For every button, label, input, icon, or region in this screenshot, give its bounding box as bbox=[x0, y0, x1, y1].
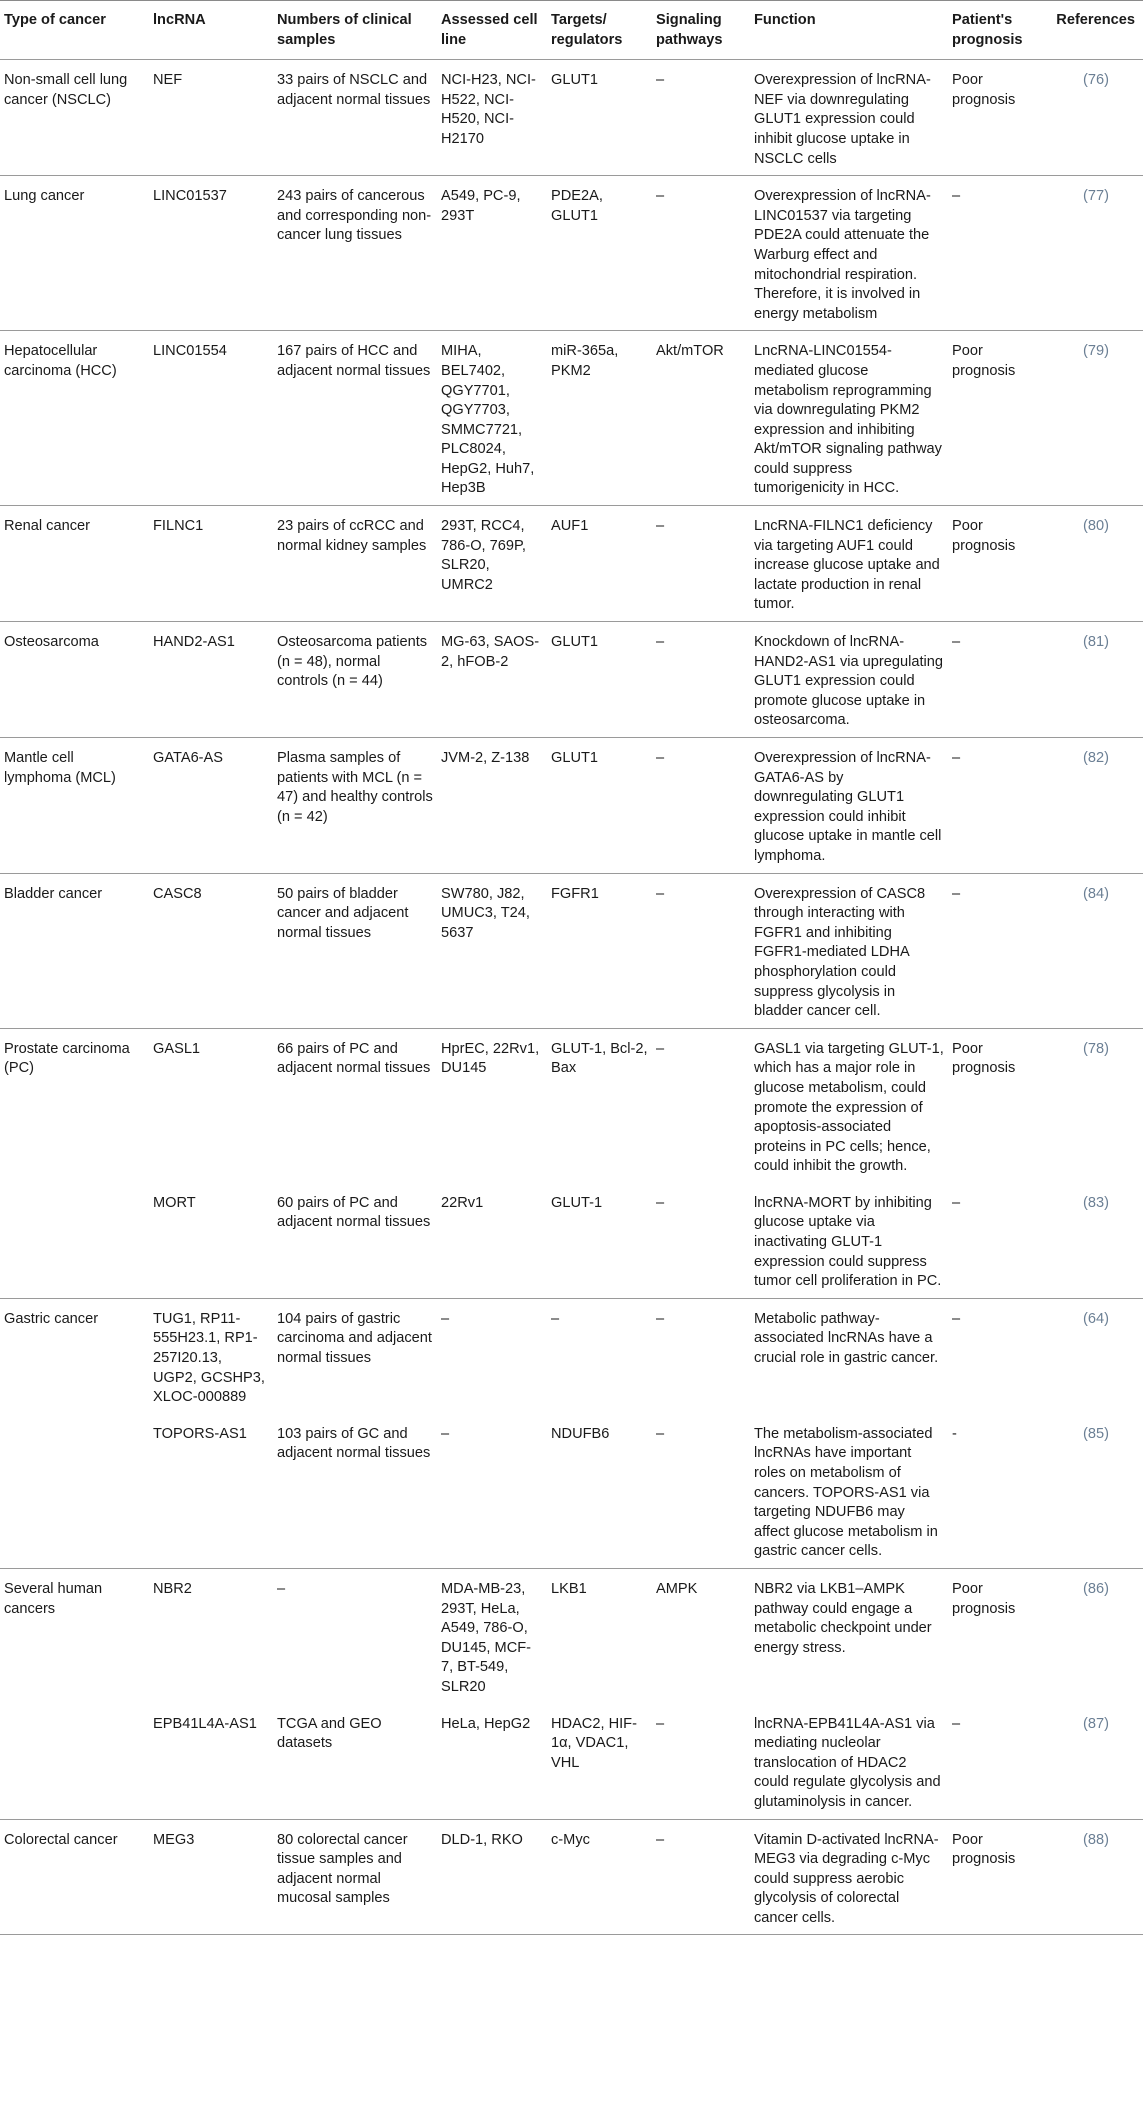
cell-cell-line: – bbox=[441, 1425, 450, 1442]
cell-targets: miR-365a, PKM2 bbox=[547, 331, 652, 506]
cell-pathways: – bbox=[652, 1298, 750, 1413]
cell-prognosis: – bbox=[948, 1298, 1046, 1413]
cell-prognosis: Poor prognosis bbox=[948, 506, 1046, 622]
cell-targets: – bbox=[547, 1298, 652, 1413]
cell-reference bbox=[1046, 331, 1143, 506]
cell-targets: LKB1 bbox=[547, 1568, 652, 1703]
cell-lncrna: TOPORS-AS1 bbox=[153, 1425, 247, 1442]
cell-cell-line: 22Rv1 bbox=[441, 1194, 484, 1211]
reference-link[interactable]: (80) bbox=[1083, 518, 1109, 535]
cell-function: Knockdown of lncRNA-HAND2-AS1 via upregulating GLUT1 expression could promote glucose uptake in osteosarcoma. bbox=[750, 622, 948, 738]
cell-targets: GLUT1 bbox=[547, 622, 652, 738]
reference-link[interactable]: (77) bbox=[1083, 188, 1109, 205]
cell-type-of-cancer: Lung cancer bbox=[0, 176, 149, 331]
header-lncrna: lncRNA bbox=[153, 12, 206, 28]
cell-type-of-cancer bbox=[0, 1704, 149, 1819]
reference-link[interactable]: (79) bbox=[1083, 343, 1109, 360]
cell-pathways: – bbox=[652, 738, 750, 874]
cell-reference bbox=[1046, 1568, 1143, 1703]
cell-function: Overexpression of CASC8 through interacting with FGFR1 and inhibiting FGFR1-mediated LDHA phosphorylation could suppress glycolysis in bladder cancer cell. bbox=[750, 873, 948, 1028]
cell-type-of-cancer: Non-small cell lung cancer (NSCLC) bbox=[0, 60, 149, 176]
cell-lncrna: MORT bbox=[153, 1194, 196, 1211]
table-row bbox=[0, 1183, 1143, 1298]
cell-prognosis: Poor prognosis bbox=[948, 1819, 1046, 1935]
cell-function: lncRNA-MORT by inhibiting glucose uptake via inactivating GLUT-1 expression could suppress tumor cell proliferation in PC. bbox=[754, 1194, 942, 1290]
cell-reference bbox=[1046, 176, 1143, 331]
cell-targets: HDAC2, HIF-1α, VDAC1, VHL bbox=[551, 1715, 637, 1771]
cell-targets: GLUT-1, Bcl-2, Bax bbox=[547, 1028, 652, 1183]
cell-prognosis: Poor prognosis bbox=[948, 1568, 1046, 1703]
table-row bbox=[0, 1298, 1143, 1413]
table-row bbox=[0, 176, 1143, 331]
cell-pathways: – bbox=[652, 1028, 750, 1183]
header-function: Function bbox=[754, 12, 816, 28]
cell-pathways: – bbox=[656, 1715, 665, 1732]
cell-samples: 103 pairs of GC and adjacent normal tissues bbox=[277, 1425, 431, 1462]
cell-reference bbox=[1046, 1704, 1143, 1819]
cell-targets: AUF1 bbox=[547, 506, 652, 622]
cell-reference bbox=[1046, 1183, 1143, 1298]
cell-cell-line: MDA-MB-23, 293T, HeLa, A549, 786-O, DU145, MCF-7, BT-549, SLR20 bbox=[437, 1568, 547, 1703]
cell-prognosis: – bbox=[948, 622, 1046, 738]
cell-type-of-cancer: Several human cancers bbox=[0, 1568, 149, 1703]
cell-lncrna: LINC01537 bbox=[149, 176, 273, 331]
cell-lncrna: GATA6-AS bbox=[149, 738, 273, 874]
header-clinical-samples: Numbers of clinical samples bbox=[277, 12, 412, 48]
cell-function: Overexpression of lncRNA-LINC01537 via targeting PDE2A could attenuate the Warburg effect and mitochondrial respiration. Therefore, it is involved in energy metabolism bbox=[750, 176, 948, 331]
cell-samples: 66 pairs of PC and adjacent normal tissues bbox=[273, 1028, 437, 1183]
cell-function: lncRNA-EPB41L4A-AS1 via mediating nucleolar translocation of HDAC2 could regulate glycolysis and glutaminolysis in cancer. bbox=[754, 1715, 941, 1810]
table-header-row bbox=[0, 1, 1143, 60]
cell-type-of-cancer: Osteosarcoma bbox=[0, 622, 149, 738]
reference-link[interactable]: (64) bbox=[1083, 1310, 1109, 1327]
reference-link[interactable]: (87) bbox=[1083, 1715, 1109, 1732]
table-row bbox=[0, 1704, 1143, 1819]
reference-link[interactable]: (84) bbox=[1083, 885, 1109, 902]
cell-type-of-cancer: Renal cancer bbox=[0, 506, 149, 622]
cell-cell-line: A549, PC-9, 293T bbox=[437, 176, 547, 331]
cell-cell-line: DLD-1, RKO bbox=[437, 1819, 547, 1935]
cell-function: GASL1 via targeting GLUT-1, which has a major role in glucose metabolism, could promote the expression of apoptosis-associated proteins in PC cells; hence, could inhibit the growth. bbox=[750, 1028, 948, 1183]
cell-samples: 80 colorectal cancer tissue samples and adjacent normal mucosal samples bbox=[273, 1819, 437, 1935]
cell-targets: GLUT-1 bbox=[551, 1194, 603, 1211]
cell-pathways: – bbox=[652, 622, 750, 738]
reference-link[interactable]: (83) bbox=[1083, 1194, 1109, 1211]
cell-lncrna: NBR2 bbox=[149, 1568, 273, 1703]
cell-function: The metabolism-associated lncRNAs have important roles on metabolism of cancers. TOPORS-AS1 via targeting NDUFB6 may affect glucose metabolism in gastric cancer cells. bbox=[754, 1425, 938, 1560]
reference-link[interactable]: (86) bbox=[1083, 1580, 1109, 1597]
header-cell-line: Assessed cell line bbox=[441, 12, 538, 48]
cell-samples: 50 pairs of bladder cancer and adjacent normal tissues bbox=[273, 873, 437, 1028]
cell-pathways: Akt/mTOR bbox=[652, 331, 750, 506]
table-row bbox=[0, 1028, 1143, 1183]
table-row bbox=[0, 622, 1143, 738]
cell-function: LncRNA-LINC01554-mediated glucose metabolism reprogramming via downregulating PKM2 expression and inhibiting Akt/mTOR signaling pathway could suppress tumorigenicity in HCC. bbox=[750, 331, 948, 506]
reference-link[interactable]: (88) bbox=[1083, 1831, 1109, 1848]
header-type-of-cancer: Type of cancer bbox=[4, 12, 106, 28]
cell-type-of-cancer bbox=[0, 1414, 149, 1569]
cell-type-of-cancer: Hepatocellular carcinoma (HCC) bbox=[0, 331, 149, 506]
cell-function: LncRNA-FILNC1 deficiency via targeting AUF1 could increase glucose uptake and lactate production in renal tumor. bbox=[750, 506, 948, 622]
table-row bbox=[0, 873, 1143, 1028]
table-row bbox=[0, 331, 1143, 506]
cell-lncrna: HAND2-AS1 bbox=[149, 622, 273, 738]
cell-samples: TCGA and GEO datasets bbox=[277, 1715, 382, 1752]
cell-cell-line: MG-63, SAOS-2, hFOB-2 bbox=[437, 622, 547, 738]
header-prognosis: Patient's prognosis bbox=[952, 12, 1023, 48]
cell-samples: Osteosarcoma patients (n = 48), normal controls (n = 44) bbox=[273, 622, 437, 738]
cell-function: Vitamin D-activated lncRNA-MEG3 via degrading c-Myc could suppress aerobic glycolysis of colorectal cancer cells. bbox=[750, 1819, 948, 1935]
header-targets: Targets/ regulators bbox=[551, 12, 623, 48]
cell-cell-line: JVM-2, Z-138 bbox=[437, 738, 547, 874]
cell-reference bbox=[1046, 1298, 1143, 1413]
cell-targets: GLUT1 bbox=[547, 738, 652, 874]
reference-link[interactable]: (82) bbox=[1083, 750, 1109, 766]
reference-link[interactable]: (85) bbox=[1083, 1425, 1109, 1442]
cell-type-of-cancer: Colorectal cancer bbox=[0, 1819, 149, 1935]
cell-cell-line: SW780, J82, UMUC3, T24, 5637 bbox=[437, 873, 547, 1028]
cell-lncrna: FILNC1 bbox=[149, 506, 273, 622]
cell-prognosis: – bbox=[952, 1194, 961, 1211]
cell-samples: 243 pairs of cancerous and corresponding non-cancer lung tissues bbox=[273, 176, 437, 331]
cell-function: Metabolic pathway-associated lncRNAs have a crucial role in gastric cancer. bbox=[750, 1298, 948, 1413]
cell-pathways: – bbox=[652, 873, 750, 1028]
cell-function: Overexpression of lncRNA-GATA6-AS by downregulating GLUT1 expression could inhibit glucose uptake in mantle cell lymphoma. bbox=[750, 738, 948, 874]
cell-prognosis: – bbox=[948, 873, 1046, 1028]
table-row bbox=[0, 60, 1143, 176]
cell-prognosis: - bbox=[952, 1425, 957, 1442]
cell-pathways: – bbox=[652, 506, 750, 622]
cell-pathways: – bbox=[656, 1194, 665, 1211]
cell-type-of-cancer: Prostate carcinoma (PC) bbox=[0, 1028, 149, 1183]
cell-targets: GLUT1 bbox=[547, 60, 652, 176]
cell-prognosis: – bbox=[952, 1715, 961, 1732]
cell-type-of-cancer bbox=[0, 1183, 149, 1298]
cell-prognosis: Poor prognosis bbox=[948, 60, 1046, 176]
cell-lncrna: EPB41L4A-AS1 bbox=[153, 1715, 257, 1732]
table-row bbox=[0, 1568, 1143, 1703]
table-row bbox=[0, 506, 1143, 622]
cell-samples: 33 pairs of NSCLC and adjacent normal tissues bbox=[273, 60, 437, 176]
cell-type-of-cancer: Mantle cell lymphoma (MCL) bbox=[0, 738, 149, 874]
cell-cell-line: MIHA, BEL7402, QGY7701, QGY7703, SMMC7721, PLC8024, HepG2, Huh7, Hep3B bbox=[437, 331, 547, 506]
cell-pathways: – bbox=[652, 176, 750, 331]
cell-pathways: AMPK bbox=[652, 1568, 750, 1703]
cell-targets: FGFR1 bbox=[547, 873, 652, 1028]
cell-pathways: – bbox=[656, 1425, 665, 1442]
cell-lncrna: CASC8 bbox=[149, 873, 273, 1028]
cell-lncrna: NEF bbox=[149, 60, 273, 176]
reference-link[interactable]: (81) bbox=[1083, 634, 1109, 651]
cell-reference bbox=[1046, 1819, 1143, 1935]
cell-prognosis: Poor prognosis bbox=[948, 331, 1046, 506]
cell-lncrna: LINC01554 bbox=[149, 331, 273, 506]
cell-lncrna: TUG1, RP11-555H23.1, RP1-257I20.13, UGP2, GCSHP3, XLOC-000889 bbox=[149, 1298, 273, 1413]
cell-type-of-cancer: Bladder cancer bbox=[0, 873, 149, 1028]
cell-lncrna: MEG3 bbox=[149, 1819, 273, 1935]
cell-function: NBR2 via LKB1–AMPK pathway could engage a metabolic checkpoint under energy stress. bbox=[750, 1568, 948, 1703]
cell-pathways: – bbox=[652, 1819, 750, 1935]
cell-samples: – bbox=[273, 1568, 437, 1703]
cell-function: Overexpression of lncRNA-NEF via downregulating GLUT1 expression could inhibit glucose uptake in NSCLC cells bbox=[750, 60, 948, 176]
cell-samples: 23 pairs of ccRCC and normal kidney samples bbox=[273, 506, 437, 622]
cell-reference bbox=[1046, 60, 1143, 176]
reference-link[interactable]: (78) bbox=[1083, 1040, 1109, 1057]
cell-targets: PDE2A, GLUT1 bbox=[547, 176, 652, 331]
cell-reference bbox=[1046, 1414, 1143, 1569]
cell-pathways: – bbox=[652, 60, 750, 176]
header-signaling-pathways: Signaling pathways bbox=[656, 12, 723, 48]
cell-prognosis: Poor prognosis bbox=[948, 1028, 1046, 1183]
header-references: References bbox=[1056, 12, 1135, 28]
table-row bbox=[0, 1819, 1143, 1935]
cell-reference bbox=[1046, 873, 1143, 1028]
cell-prognosis: – bbox=[948, 738, 1046, 874]
cell-lncrna: GASL1 bbox=[149, 1028, 273, 1183]
reference-link[interactable]: (76) bbox=[1083, 72, 1109, 89]
table-body bbox=[0, 60, 1143, 1935]
cell-cell-line: HprEC, 22Rv1, DU145 bbox=[437, 1028, 547, 1183]
cell-targets: NDUFB6 bbox=[551, 1425, 610, 1442]
cell-reference bbox=[1046, 622, 1143, 738]
cell-cell-line: NCI-H23, NCI-H522, NCI-H520, NCI-H2170 bbox=[437, 60, 547, 176]
cell-prognosis: – bbox=[948, 176, 1046, 331]
cell-samples: Plasma samples of patients with MCL (n = 47) and healthy controls (n = 42) bbox=[273, 738, 437, 874]
cell-reference bbox=[1046, 738, 1143, 874]
cell-cell-line: – bbox=[437, 1298, 547, 1413]
cell-type-of-cancer: Gastric cancer bbox=[0, 1298, 149, 1413]
table-row bbox=[0, 1414, 1143, 1569]
cell-reference bbox=[1046, 506, 1143, 622]
cell-cell-line: 293T, RCC4, 786-O, 769P, SLR20, UMRC2 bbox=[437, 506, 547, 622]
cell-cell-line: HeLa, HepG2 bbox=[441, 1715, 531, 1732]
cell-reference bbox=[1046, 1028, 1143, 1183]
cell-samples: 104 pairs of gastric carcinoma and adjacent normal tissues bbox=[273, 1298, 437, 1413]
cell-targets: c-Myc bbox=[547, 1819, 652, 1935]
cell-samples: 60 pairs of PC and adjacent normal tissues bbox=[277, 1194, 431, 1231]
cell-samples: 167 pairs of HCC and adjacent normal tissues bbox=[273, 331, 437, 506]
table-row bbox=[0, 738, 1143, 874]
